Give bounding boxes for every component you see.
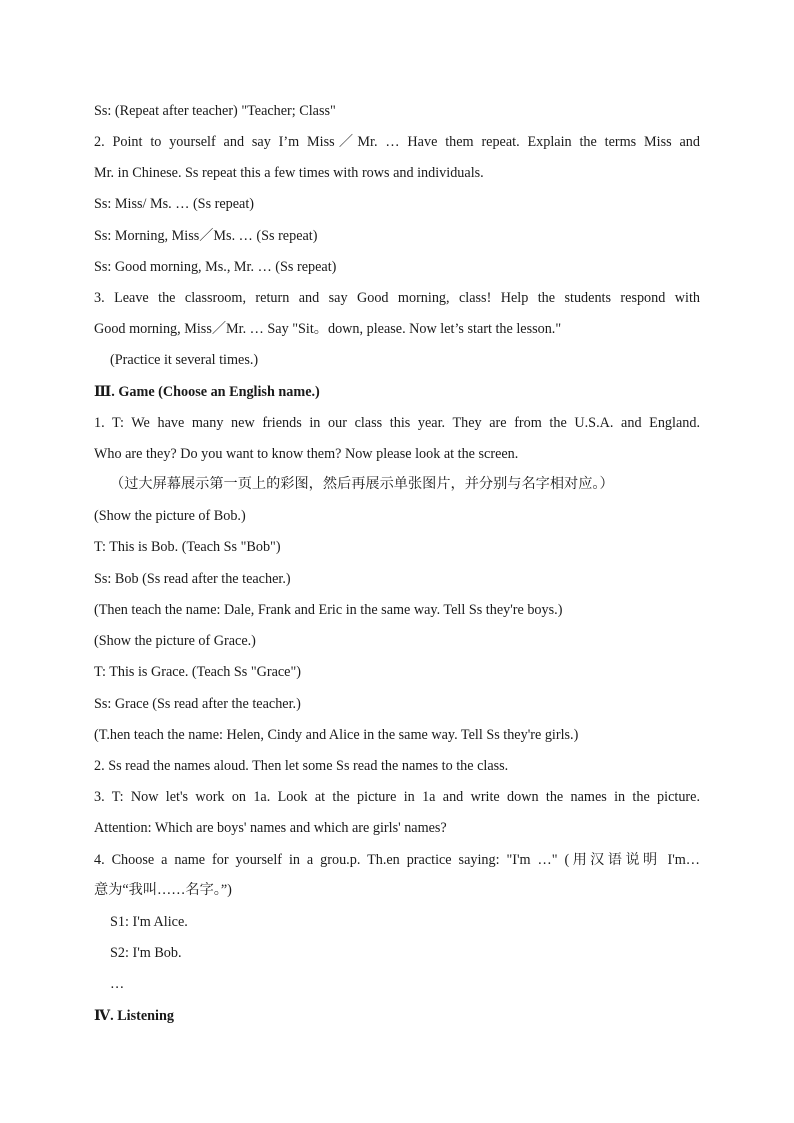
text-line: （过大屏幕展示第一页上的彩图，然后再展示单张图片，并分别与名字相对应。）: [110, 476, 614, 492]
text-line: Ss: Bob (Ss read after the teacher.): [94, 571, 291, 587]
text-line: (Then teach the name: Dale, Frank and Eric in the same way. Tell Ss they're boys.): [94, 602, 563, 618]
text-line: S2: I'm Bob.: [110, 945, 182, 961]
text-line: 3. T: Now let's work on 1a. Look at the picture in 1a and write down the names in the picture.: [94, 789, 700, 805]
text-line: Ss: Good morning, Ms., Mr. … (Ss repeat): [94, 259, 337, 275]
text-line: Ss: Morning, Miss／Ms. … (Ss repeat): [94, 228, 318, 244]
section-heading: Ⅳ. Listening: [94, 1008, 174, 1024]
text-line: 1. T: We have many new friends in our class this year. They are from the U.S.A. and England.: [94, 415, 700, 431]
text-line: 2. Point to yourself and say I’m Miss／Mr. … Have them repeat. Explain the terms Miss and: [94, 134, 700, 150]
text-line: Ss: Miss/ Ms. … (Ss repeat): [94, 196, 255, 212]
text-line: 4. Choose a name for yourself in a grou.p. Th.en practice saying: "I'm …" (用汉语说明 I'm…: [94, 852, 700, 868]
text-line: 3. Leave the classroom, return and say Good morning, class! Help the students respond with: [94, 290, 700, 306]
text-line: 2. Ss read the names aloud. Then let some Ss read the names to the class.: [94, 758, 509, 774]
text-line: S1: I'm Alice.: [110, 914, 188, 930]
text-line: 意为“我叫……名字。”): [94, 882, 232, 898]
text-line: Ss: Grace (Ss read after the teacher.): [94, 696, 301, 712]
text-line: (T.hen teach the name: Helen, Cindy and Alice in the same way. Tell Ss they're girls.): [94, 727, 579, 743]
text-line: Good morning, Miss／Mr. … Say "Sit。down, please. Now let’s start the lesson.": [94, 321, 562, 337]
text-line: (Practice it several times.): [110, 352, 259, 368]
text-line: T: This is Grace. (Teach Ss "Grace"): [94, 664, 301, 680]
text-line: T: This is Bob. (Teach Ss "Bob"): [94, 539, 281, 555]
text-line: (Show the picture of Grace.): [94, 633, 256, 649]
section-heading: Ⅲ. Game (Choose an English name.): [94, 384, 320, 400]
text-line: Ss: (Repeat after teacher) "Teacher; Class": [94, 103, 336, 119]
text-line: Who are they? Do you want to know them? Now please look at the screen.: [94, 446, 519, 462]
text-line: Mr. in Chinese. Ss repeat this a few times with rows and individuals.: [94, 165, 484, 181]
text-line: Attention: Which are boys' names and which are girls' names?: [94, 820, 447, 836]
text-line: …: [110, 976, 125, 992]
text-line: (Show the picture of Bob.): [94, 508, 246, 524]
